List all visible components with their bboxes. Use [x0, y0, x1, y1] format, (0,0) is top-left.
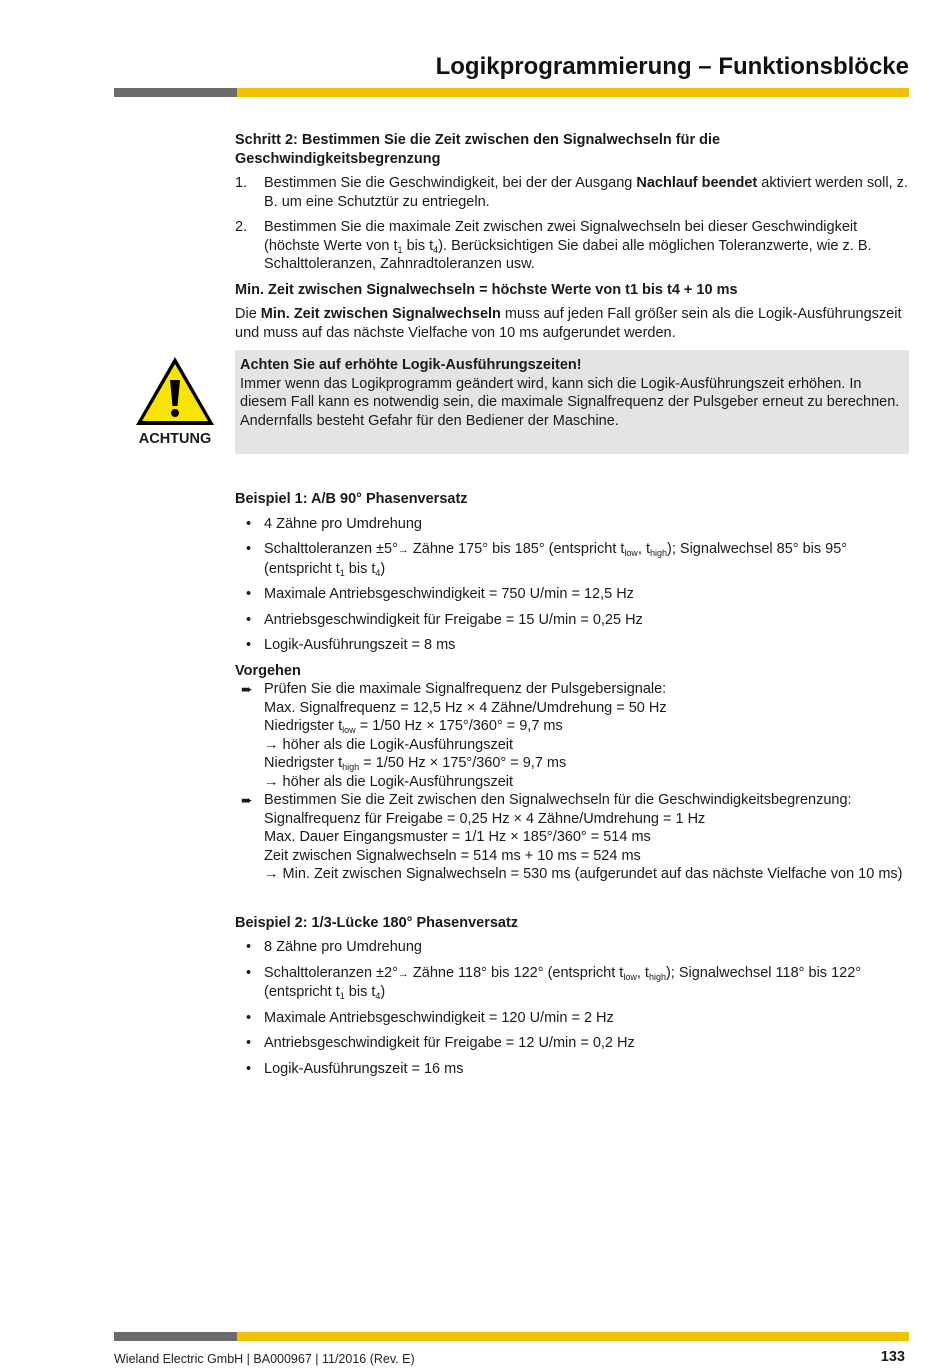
footer-text: Wieland Electric GmbH | BA000967 | 11/2016 (Rev. E): [114, 1352, 415, 1366]
list-item: • Maximale Antriebsgeschwindigkeit = 120 U/min = 2 Hz: [246, 1009, 614, 1026]
warning-icon-group: [133, 354, 217, 449]
example1-list: [235, 515, 909, 655]
step2-list: [235, 174, 909, 274]
arrow-right-icon: ➨: [241, 681, 253, 697]
example1-section: [235, 490, 909, 884]
warning-text: Immer wenn das Logikprogramm geändert wird, kann sich die Logik-Ausführungszeit erhöhen. In diesem Fall kann es notwendig sein, die maximale Signalfrequenz der Pulsgeber erneut zu berechnen. Andernfalls besteht Gefahr für den Bediener der Maschine.: [240, 375, 900, 429]
list-item: • Logik-Ausführungszeit = 16 ms: [246, 1060, 464, 1077]
page-number: 133: [880, 1349, 905, 1365]
warning-title: Achten Sie auf erhöhte Logik-Ausführungszeiten!: [240, 357, 582, 373]
formula: Min. Zeit zwischen Signalwechseln = höchste Werte von t1 bis t4 + 10 ms: [235, 281, 738, 298]
list-item: • Antriebsgeschwindigkeit für Freigabe = 15 U/min = 0,25 Hz: [246, 611, 643, 628]
list-item: • Logik-Ausführungszeit = 8 ms: [246, 637, 456, 653]
list-item: • 4 Zähne pro Umdrehung: [246, 515, 422, 532]
arrow-right-icon: ➨: [241, 792, 253, 808]
example2-heading: Beispiel 2: 1/3-Lücke 180° Phasenversatz: [235, 914, 519, 931]
list-item: • 8 Zähne pro Umdrehung: [246, 939, 422, 955]
step2-heading: Schritt 2: Bestimmen Sie die Zeit zwischen den Signalwechseln für die Geschwindigkeitsbegrenzung: [235, 132, 721, 167]
step2-paragraph: Die Min. Zeit zwischen Signalwechseln muss auf jeden Fall größer sein als die Logik-Ausführungszeit und muss auf das nächste Vielfache von 10 ms aufgerundet werden.: [235, 306, 902, 341]
warning-triangle-icon: [133, 354, 217, 428]
warning-label: ACHTUNG: [138, 431, 212, 447]
warning-box: [235, 350, 909, 454]
list-item: • Schalttoleranzen ±5°→ Zähne 175° bis 185° (entspricht $t_{low}$, $t_{high}$); Signalwechsel 85° bis 95° (entspricht $t_1$ bis $t_4$): [246, 541, 848, 578]
procedure-steps: [235, 680, 909, 884]
warning-block: [138, 350, 909, 454]
page-header-title: Logikprogrammierung – Funktionsblöcke: [435, 53, 909, 80]
footer-rule: [114, 1332, 909, 1341]
step2-item-2: 2. Bestimmen Sie die maximale Zeit zwischen zwei Signalwechseln bei dieser Geschwindigkeit (höchste Werte von $t_1$ bis $t_4$). Berücksichtigen Sie dabei alle möglichen Toleranzwerte, wie z. B. Schalttoleranzen, Zahnradtoleranzen usw.: [235, 219, 872, 272]
procedure-step-2: ➨ Bestimmen Sie die Zeit zwischen den Signalwechseln für die Geschwindigkeitsbegrenzung: Signalfrequenz für Freigabe = 0,25 Hz × 4 Zähne/Umdrehung = 1 Hz Max. Dauer Eingangsmuster = 1/1 Hz × 185°/360° = 514 ms Zeit zwischen Signalwechseln = 514 ms + 10 ms = 524 ms → Min. Zeit zwischen Signalwechseln = 530 ms (aufgerundet auf das nächste Vielfache von 10 ms): [241, 792, 903, 882]
header-rule: [114, 88, 909, 97]
procedure-heading: Vorgehen: [235, 662, 301, 679]
example2-section: [235, 914, 909, 1079]
list-item: • Antriebsgeschwindigkeit für Freigabe = 12 U/min = 0,2 Hz: [246, 1035, 635, 1051]
list-item: • Maximale Antriebsgeschwindigkeit = 750 U/min = 12,5 Hz: [246, 586, 634, 602]
page-content: [138, 131, 909, 1085]
procedure-step-1: ➨ Prüfen Sie die maximale Signalfrequenz der Pulsgebersignale: Max. Signalfrequenz = 12,5 Hz × 4 Zähne/Umdrehung = 50 Hz Niedrigster $t_{low} = 1/50$ Hz × 175°/360° = 9,7 ms → höher als die Logik-Ausführungszeit Niedrigster $t_{high} = 1/50$ Hz × 175°/360° = 9,7 ms → höher als die Logik-Ausführungszeit: [241, 681, 667, 790]
example1-heading: Beispiel 1: A/B 90° Phasenversatz: [235, 491, 468, 507]
example2-list: [235, 938, 909, 1078]
step2-item-1: 1. Bestimmen Sie die Geschwindigkeit, bei der der Ausgang Nachlauf beendet aktiviert werden soll, z. B. um eine Schutztür zu entriegeln.: [235, 175, 908, 210]
list-item: • Schalttoleranzen ±2°→ Zähne 118° bis 122° (entspricht $t_{low}$, $t_{high}$); Signalwechsel 118° bis 122° (entspricht $t_1$ bis $t_4$): [246, 964, 862, 1001]
